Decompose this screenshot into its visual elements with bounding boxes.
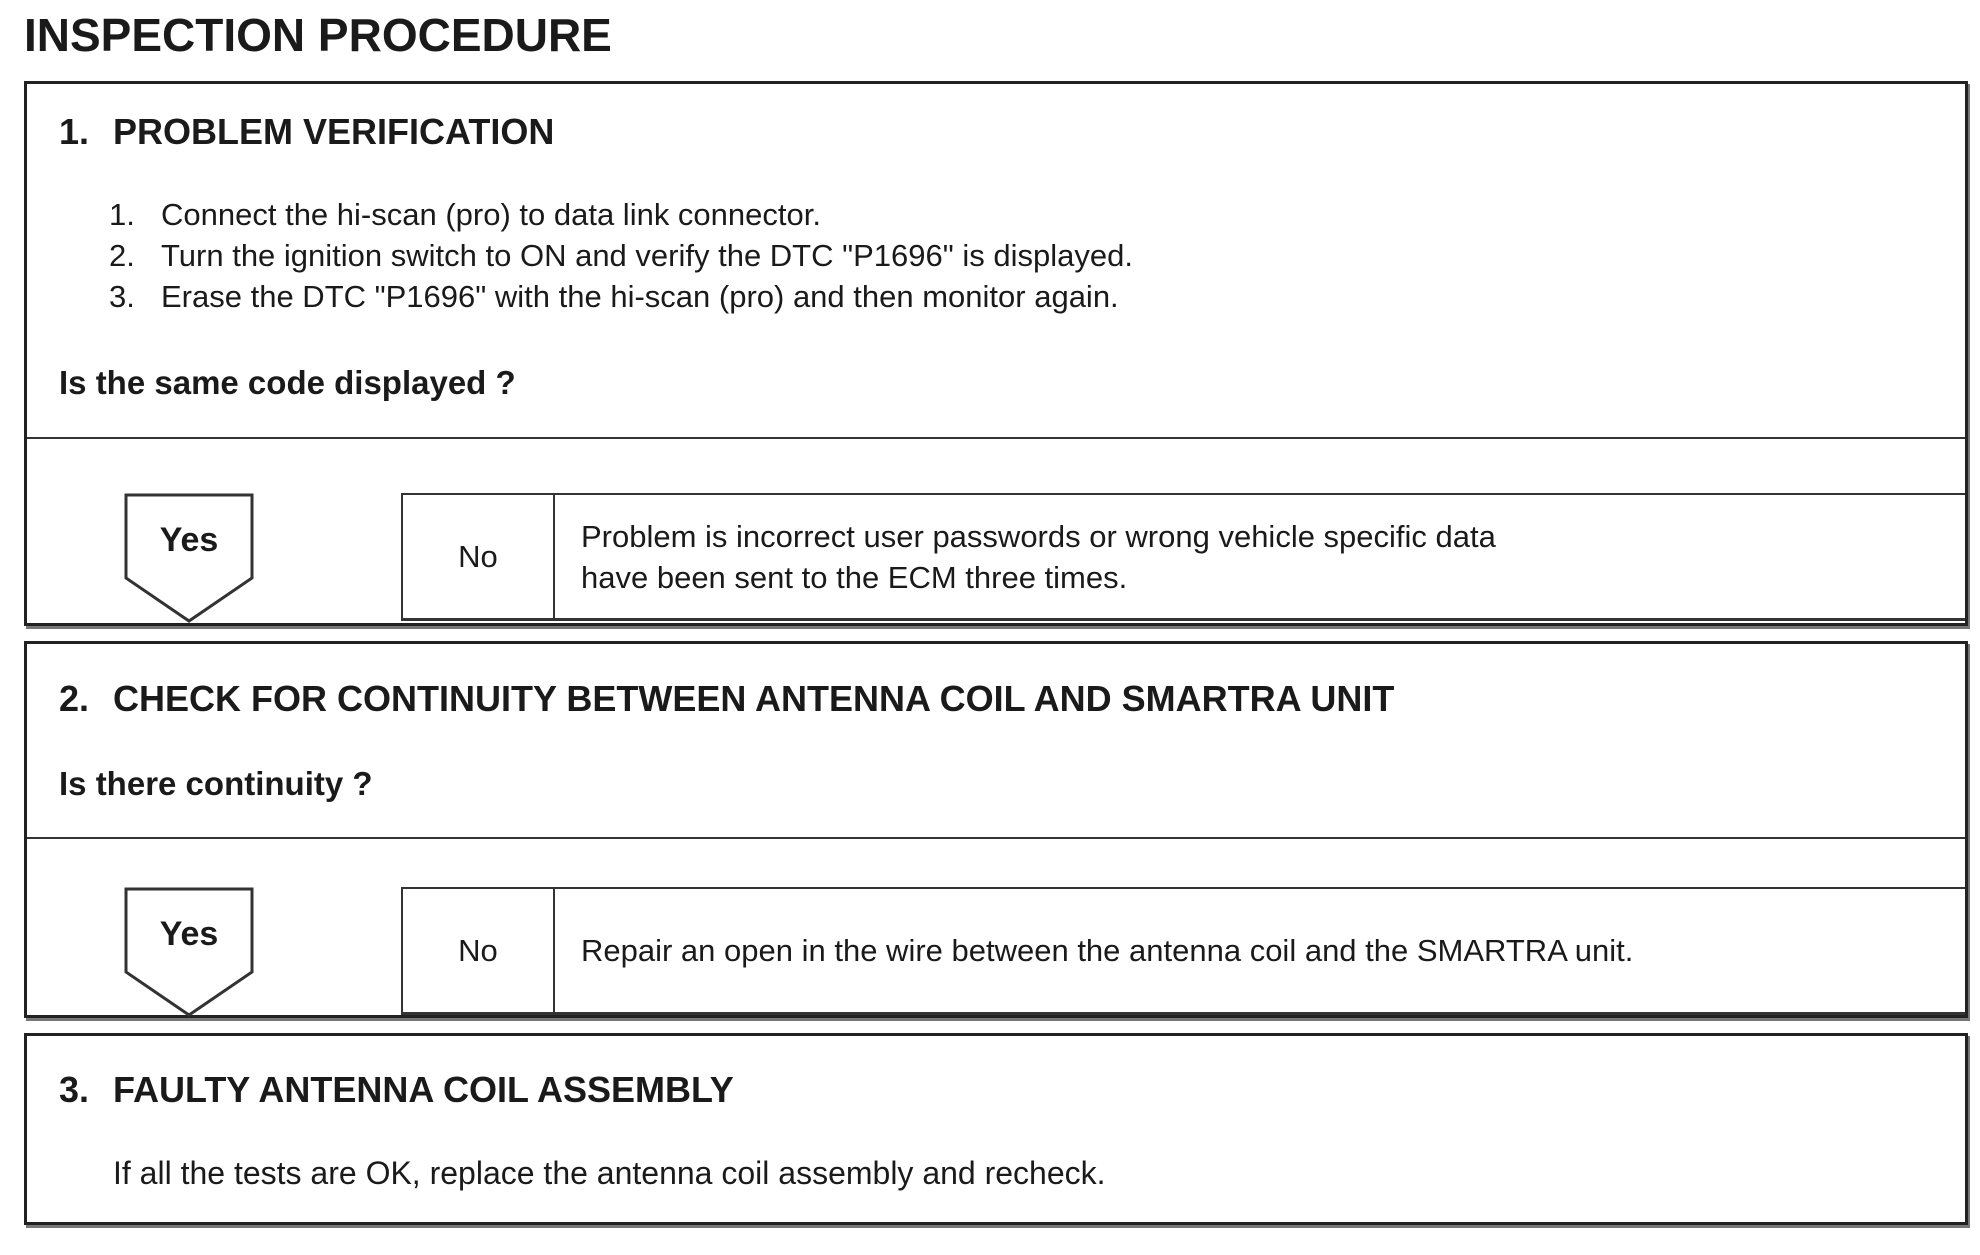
step-1-title bbox=[59, 111, 554, 153]
step-1-title-text: PROBLEM VERIFICATION bbox=[113, 111, 555, 152]
substep-text: Connect the hi-scan (pro) to data link connector. bbox=[161, 197, 821, 232]
step-3-text: If all the tests are OK, replace the antenna coil assembly and recheck. bbox=[113, 1155, 1106, 1191]
step-3-faulty-antenna-coil bbox=[24, 1033, 1968, 1225]
step-1-no-text-line-1: Problem is incorrect user passwords or wrong vehicle specific data bbox=[581, 518, 1496, 554]
step-3-number: 3. bbox=[59, 1069, 90, 1110]
step-2-title-text: CHECK FOR CONTINUITY BETWEEN ANTENNA COIL AND SMARTRA UNIT bbox=[113, 678, 1395, 719]
step-2-yes-label: Yes bbox=[159, 915, 219, 953]
substep-text: Turn the ignition switch to ON and verify the DTC "P1696" is displayed. bbox=[161, 238, 1133, 273]
step-2-no-label: No bbox=[403, 889, 555, 1012]
step-2-no-text: Repair an open in the wire between the antenna coil and the SMARTRA unit. bbox=[581, 933, 1634, 968]
substep-item bbox=[109, 235, 1133, 276]
step-2-title bbox=[59, 678, 1394, 720]
step-1-yes-arrow bbox=[124, 493, 254, 623]
step-1-question: Is the same code displayed ? bbox=[59, 364, 516, 401]
substep-item bbox=[109, 276, 1133, 317]
step-1-number: 1. bbox=[59, 111, 90, 152]
step-2-header bbox=[27, 644, 1965, 839]
step-1-problem-verification bbox=[24, 81, 1968, 626]
page-title: INSPECTION PROCEDURE bbox=[24, 9, 612, 61]
step-1-no-label: No bbox=[403, 495, 555, 618]
step-2-yes-arrow bbox=[124, 887, 254, 1017]
step-3-title-text: FAULTY ANTENNA COIL ASSEMBLY bbox=[113, 1069, 734, 1110]
substep-item bbox=[109, 194, 1133, 235]
step-2-question: Is there continuity ? bbox=[59, 765, 373, 802]
step-3-title bbox=[59, 1069, 734, 1111]
substep-number: 3. bbox=[109, 279, 135, 314]
substep-number: 2. bbox=[109, 238, 135, 273]
step-1-substeps bbox=[109, 194, 1133, 317]
step-2-number: 2. bbox=[59, 678, 90, 719]
step-1-no-text-line-2: have been sent to the ECM three times. bbox=[581, 559, 1128, 595]
step-2-no-branch bbox=[401, 887, 1965, 1015]
step-1-header bbox=[27, 84, 1965, 439]
step-2-continuity-check bbox=[24, 641, 1968, 1018]
substep-number: 1. bbox=[109, 197, 135, 232]
step-1-yes-label: Yes bbox=[159, 521, 219, 559]
step-1-no-text bbox=[555, 495, 1965, 618]
substep-text: Erase the DTC "P1696" with the hi-scan (pro) and then monitor again. bbox=[161, 279, 1119, 314]
step-1-no-branch bbox=[401, 493, 1965, 621]
